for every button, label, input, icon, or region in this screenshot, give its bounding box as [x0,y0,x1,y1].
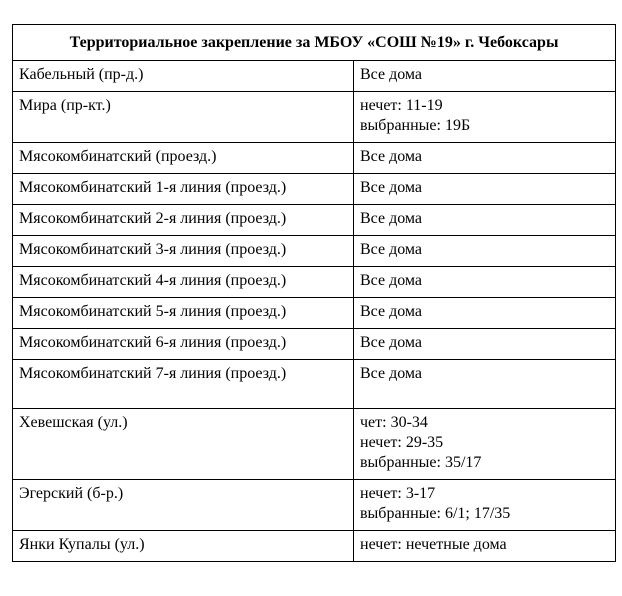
street-cell: Хевешская (ул.) [13,409,354,480]
table-row [13,267,616,298]
street-cell: Мясокомбинатский 1-я линия (проезд.) [13,174,354,205]
houses-value: Все дома [360,365,423,382]
table-row [13,531,616,562]
table-title-row [13,25,616,61]
table-row [13,480,616,531]
street-cell: Эгерский (б-р.) [13,480,354,531]
houses-value: Все дома [360,334,423,351]
houses-value: выбранные: 35/17 [360,454,482,471]
table-row [13,205,616,236]
houses-value: нечет: 3-17 [360,485,436,502]
houses-cell [354,236,616,267]
street-cell: Мясокомбинатский 6-я линия (проезд.) [13,329,354,360]
table-row [13,298,616,329]
table-row [13,329,616,360]
houses-value: Все дома [360,272,423,289]
street-cell: Мясокомбинатский 4-я линия (проезд.) [13,267,354,298]
houses-value: нечет: нечетные дома [360,536,507,553]
assignment-table [12,24,616,562]
houses-cell [354,531,616,562]
houses-value: выбранные: 6/1; 17/35 [360,505,511,522]
houses-cell [354,360,616,409]
street-cell: Мясокомбинатский 3-я линия (проезд.) [13,236,354,267]
houses-value: Все дома [360,241,423,258]
houses-cell [354,409,616,480]
houses-cell [354,267,616,298]
table-row [13,61,616,92]
houses-value: Все дома [360,148,423,165]
houses-cell [354,174,616,205]
houses-value: выбранные: 19Б [360,117,471,134]
houses-value: Все дома [360,179,423,196]
table-row [13,143,616,174]
street-cell: Мясокомбинатский 2-я линия (проезд.) [13,205,354,236]
street-cell: Мира (пр-кт.) [13,92,354,143]
table-row [13,236,616,267]
table-row [13,92,616,143]
houses-cell [354,205,616,236]
street-cell: Мясокомбинатский (проезд.) [13,143,354,174]
table-row [13,360,616,409]
houses-value: Все дома [360,66,423,83]
houses-cell [354,92,616,143]
houses-cell [354,329,616,360]
table-row [13,174,616,205]
houses-value: чет: 30-34 [360,414,428,431]
houses-cell [354,480,616,531]
table-title: Территориальное закрепление за МБОУ «СОШ №19» г. Чебоксары [13,25,616,61]
street-cell: Кабельный (пр-д.) [13,61,354,92]
street-cell: Мясокомбинатский 7-я линия (проезд.) [13,360,354,409]
houses-value: нечет: 29-35 [360,434,444,451]
houses-value: нечет: 11-19 [360,97,443,114]
houses-cell [354,61,616,92]
houses-cell [354,143,616,174]
houses-value: Все дома [360,210,423,227]
houses-cell [354,298,616,329]
street-cell: Янки Купалы (ул.) [13,531,354,562]
houses-value: Все дома [360,303,423,320]
street-cell: Мясокомбинатский 5-я линия (проезд.) [13,298,354,329]
table-row [13,409,616,480]
